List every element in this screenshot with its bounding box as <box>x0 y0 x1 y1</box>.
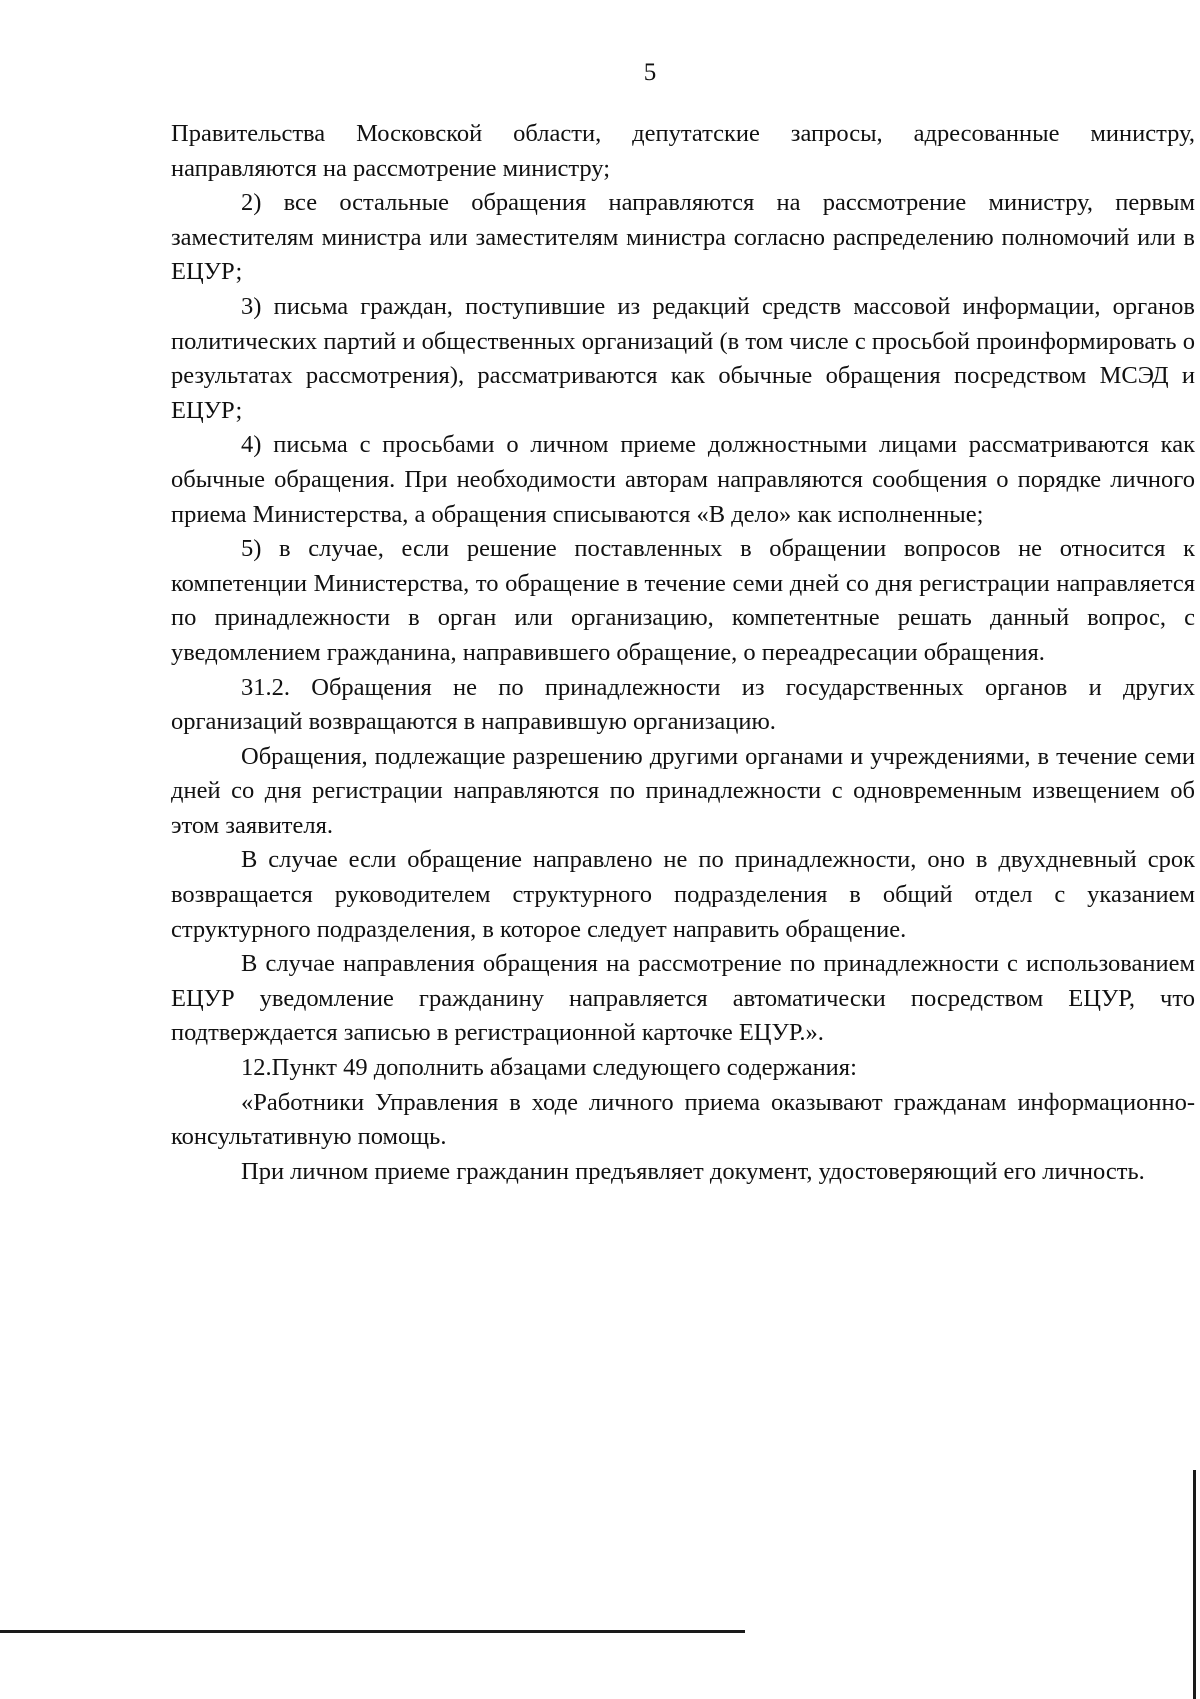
scan-bottom-border <box>0 1630 745 1633</box>
paragraph-item-3: 3) письма граждан, поступившие из редакций средств массовой информации, органов политических партий и общественных организаций (в том числе с просьбой проинформировать о результатах рассмотрения), рассматриваются как обычные обращения посредством МСЭД и ЕЦУР; <box>171 292 1195 424</box>
document-body <box>171 117 1195 1189</box>
paragraph-redirect-other-bodies: Обращения, подлежащие разрешению другими органами и учреждениями, в течение семи дней со дня регистрации направляются по принадлежности с одновременным извещением об этом заявителя. <box>171 742 1195 839</box>
paragraph-ecur-notification: В случае направления обращения на рассмотрение по принадлежности с использованием ЕЦУР уведомление гражданину направляется автоматически посредством ЕЦУР, что подтверждается записью в регистрационной карточке ЕЦУР.». <box>171 950 1195 1047</box>
scan-right-border <box>1193 1470 1196 1699</box>
paragraph-personal-reception: «Работники Управления в ходе личного приема оказывают гражданам информационно-консультативную помощь. <box>171 1088 1195 1151</box>
paragraph-identity-document: При личном приеме гражданин предъявляет документ, удостоверяющий его личность. <box>241 1157 1145 1185</box>
paragraph-continuation: Правительства Московской области, депутатские запросы, адресованные министру, направляются на рассмотрение министру; <box>171 120 1195 182</box>
paragraph-clause-31-2: 31.2. Обращения не по принадлежности из государственных органов и других организаций возвращаются в направившую организацию. <box>171 673 1195 736</box>
paragraph-item-2: 2) все остальные обращения направляются на рассмотрение министру, первым заместителям министра или заместителям министра согласно распределению полномочий или в ЕЦУР; <box>171 189 1195 286</box>
paragraph-item-4: 4) письма с просьбами о личном приеме должностными лицами рассматриваются как обычные обращения. При необходимости авторам направляются сообщения о порядке личного приема Министерства, а обращения списываются «В дело» как исполненные; <box>171 431 1195 528</box>
paragraph-wrong-recipient: В случае если обращение направлено не по принадлежности, оно в двухдневный срок возвращается руководителем структурного подразделения в общий отдел с указанием структурного подразделения, в которое следует направить обращение. <box>171 846 1195 943</box>
paragraph-item-5: 5) в случае, если решение поставленных в обращении вопросов не относится к компетенции Министерства, то обращение в течение семи дней со дня регистрации направляется по принадлежности в орган или организацию, компетентные решать данный вопрос, с уведомлением гражданина, направившего обращение, о переадресации обращения. <box>171 535 1195 666</box>
page-number: 5 <box>643 59 657 86</box>
paragraph-clause-12: 12.Пункт 49 дополнить абзацами следующего содержания: <box>241 1054 857 1082</box>
